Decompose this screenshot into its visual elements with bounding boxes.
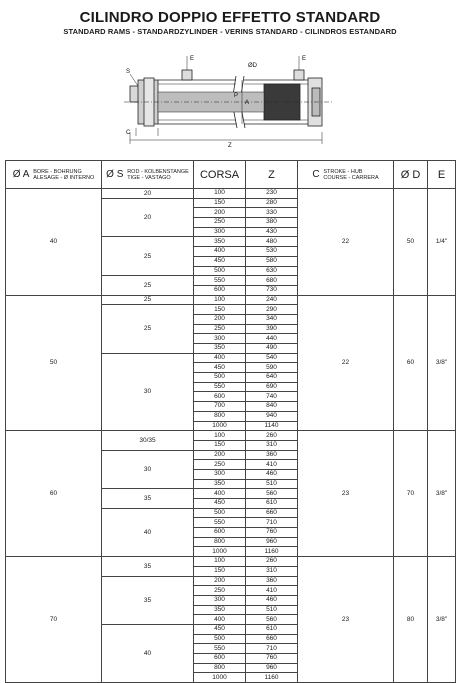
corsa-cell: 200: [194, 208, 246, 218]
corsa-cell: 600: [194, 654, 246, 664]
corsa-cell: 600: [194, 285, 246, 295]
z-cell: 430: [246, 227, 298, 237]
label-od: ØD: [248, 63, 257, 69]
corsa-cell: 450: [194, 624, 246, 634]
rod-cell: 30: [102, 353, 194, 431]
corsa-cell: 350: [194, 344, 246, 354]
corsa-cell: 350: [194, 605, 246, 615]
rod-cell: 35: [102, 489, 194, 508]
d-cell: 50: [394, 189, 428, 296]
z-cell: 1140: [246, 421, 298, 431]
z-cell: 330: [246, 208, 298, 218]
corsa-cell: 300: [194, 469, 246, 479]
e-cell: 3/8": [428, 431, 456, 557]
z-cell: 340: [246, 314, 298, 324]
corsa-cell: 500: [194, 508, 246, 518]
corsa-cell: 450: [194, 256, 246, 266]
z-cell: 260: [246, 431, 298, 441]
header-d: Ø D: [394, 161, 428, 189]
z-cell: 960: [246, 537, 298, 547]
corsa-cell: 550: [194, 382, 246, 392]
rod-cell: 35: [102, 576, 194, 624]
corsa-cell: 1000: [194, 421, 246, 431]
label-a: A: [245, 100, 250, 106]
z-cell: 560: [246, 615, 298, 625]
z-cell: 740: [246, 392, 298, 402]
corsa-cell: 800: [194, 663, 246, 673]
z-cell: 390: [246, 324, 298, 334]
corsa-cell: 300: [194, 595, 246, 605]
corsa-cell: 400: [194, 247, 246, 257]
page-subtitle: STANDARD RAMS - STANDARDZYLINDER - VERINS STANDARD - CILINDROS ESTANDARD: [63, 27, 397, 36]
corsa-cell: 600: [194, 392, 246, 402]
corsa-cell: 300: [194, 227, 246, 237]
page-title: CILINDRO DOPPIO EFFETTO STANDARD: [79, 9, 381, 26]
z-cell: 660: [246, 508, 298, 518]
z-cell: 630: [246, 266, 298, 276]
z-cell: 360: [246, 576, 298, 586]
z-cell: 840: [246, 402, 298, 412]
z-cell: 410: [246, 586, 298, 596]
rod-cell: 25: [102, 276, 194, 295]
rod-cell: 20: [102, 189, 194, 199]
corsa-cell: 150: [194, 305, 246, 315]
bore-cell: 60: [6, 431, 102, 557]
z-cell: 690: [246, 382, 298, 392]
rod-cell: 40: [102, 508, 194, 556]
corsa-cell: 800: [194, 537, 246, 547]
bore-cell: 40: [6, 189, 102, 296]
corsa-cell: 550: [194, 518, 246, 528]
corsa-cell: 1000: [194, 673, 246, 683]
z-cell: 560: [246, 489, 298, 499]
corsa-cell: 250: [194, 218, 246, 228]
bore-cell: 50: [6, 295, 102, 431]
rod-cell: 25: [102, 295, 194, 305]
z-cell: 460: [246, 469, 298, 479]
corsa-cell: 250: [194, 460, 246, 470]
z-cell: 310: [246, 440, 298, 450]
z-cell: 380: [246, 218, 298, 228]
corsa-cell: 450: [194, 363, 246, 373]
z-cell: 310: [246, 566, 298, 576]
d-cell: 70: [394, 431, 428, 557]
z-cell: 960: [246, 663, 298, 673]
corsa-cell: 800: [194, 411, 246, 421]
rod-cell: 40: [102, 624, 194, 682]
corsa-cell: 700: [194, 402, 246, 412]
table-body: [6, 189, 456, 683]
corsa-cell: 150: [194, 440, 246, 450]
corsa-cell: 250: [194, 586, 246, 596]
corsa-cell: 550: [194, 644, 246, 654]
z-cell: 580: [246, 256, 298, 266]
rod-cell: 35: [102, 557, 194, 576]
z-cell: 240: [246, 295, 298, 305]
corsa-cell: 200: [194, 576, 246, 586]
z-cell: 280: [246, 198, 298, 208]
z-cell: 1160: [246, 673, 298, 683]
label-c: C: [126, 130, 131, 136]
z-cell: 510: [246, 479, 298, 489]
z-cell: 940: [246, 411, 298, 421]
z-cell: 540: [246, 353, 298, 363]
z-cell: 410: [246, 460, 298, 470]
corsa-cell: 300: [194, 334, 246, 344]
rod-cell: 25: [102, 237, 194, 276]
rod-cell: 30: [102, 450, 194, 489]
z-cell: 530: [246, 247, 298, 257]
z-cell: 440: [246, 334, 298, 344]
corsa-cell: 100: [194, 557, 246, 567]
label-p: P: [234, 93, 239, 99]
z-cell: 680: [246, 276, 298, 286]
corsa-cell: 200: [194, 314, 246, 324]
corsa-cell: 200: [194, 450, 246, 460]
z-cell: 360: [246, 450, 298, 460]
corsa-cell: 1000: [194, 547, 246, 557]
corsa-cell: 400: [194, 615, 246, 625]
header-corsa: CORSA: [194, 161, 246, 189]
corsa-cell: 100: [194, 189, 246, 199]
z-cell: 230: [246, 189, 298, 199]
header-stroke: C STROKE - HUB COURSE - CARRERA: [298, 161, 394, 189]
stroke-c-cell: 22: [298, 295, 394, 431]
z-cell: 660: [246, 634, 298, 644]
corsa-cell: 500: [194, 634, 246, 644]
table-row: [6, 295, 456, 305]
header-rod: Ø S ROD - KOLBENSTANGE TIGE - VASTAGO: [102, 161, 194, 189]
corsa-cell: 150: [194, 566, 246, 576]
z-cell: 610: [246, 499, 298, 509]
stroke-c-cell: 23: [298, 431, 394, 557]
corsa-cell: 450: [194, 499, 246, 509]
z-cell: 640: [246, 373, 298, 383]
corsa-cell: 400: [194, 353, 246, 363]
z-cell: 760: [246, 654, 298, 664]
z-cell: 290: [246, 305, 298, 315]
z-cell: 490: [246, 344, 298, 354]
corsa-cell: 400: [194, 489, 246, 499]
e-cell: 1/4": [428, 189, 456, 296]
table-row: [6, 557, 456, 567]
corsa-cell: 100: [194, 295, 246, 305]
stroke-c-cell: 23: [298, 557, 394, 683]
corsa-cell: 500: [194, 266, 246, 276]
corsa-cell: 350: [194, 237, 246, 247]
label-e1: E: [190, 56, 195, 62]
z-cell: 590: [246, 363, 298, 373]
z-cell: 460: [246, 595, 298, 605]
corsa-cell: 550: [194, 276, 246, 286]
z-cell: 710: [246, 518, 298, 528]
z-cell: 260: [246, 557, 298, 567]
rod-cell: 20: [102, 198, 194, 237]
rod-cell: 25: [102, 305, 194, 353]
corsa-cell: 150: [194, 198, 246, 208]
table-header-row: [6, 161, 456, 189]
table-row: [6, 189, 456, 199]
corsa-cell: 600: [194, 528, 246, 538]
z-cell: 730: [246, 285, 298, 295]
label-z: Z: [228, 143, 232, 148]
corsa-cell: 100: [194, 431, 246, 441]
corsa-cell: 500: [194, 373, 246, 383]
z-cell: 710: [246, 644, 298, 654]
header-e: E: [428, 161, 456, 189]
rod-cell: 30/35: [102, 431, 194, 450]
corsa-cell: 350: [194, 479, 246, 489]
d-cell: 80: [394, 557, 428, 683]
e-cell: 3/8": [428, 557, 456, 683]
d-cell: 60: [394, 295, 428, 431]
z-cell: 610: [246, 624, 298, 634]
header-bore: Ø A BORE - BOHRUNG ALESAGE - Ø INTERNO: [6, 161, 102, 189]
z-cell: 760: [246, 528, 298, 538]
stroke-c-cell: 22: [298, 189, 394, 296]
table-row: [6, 431, 456, 441]
label-s: S: [126, 69, 131, 75]
cylinder-table: [5, 160, 456, 683]
z-cell: 480: [246, 237, 298, 247]
corsa-cell: 250: [194, 324, 246, 334]
header-z: Z: [246, 161, 298, 189]
bore-cell: 70: [6, 557, 102, 683]
e-cell: 3/8": [428, 295, 456, 431]
label-e2: E: [302, 56, 307, 62]
z-cell: 510: [246, 605, 298, 615]
cylinder-drawing: [124, 52, 334, 148]
z-cell: 1160: [246, 547, 298, 557]
